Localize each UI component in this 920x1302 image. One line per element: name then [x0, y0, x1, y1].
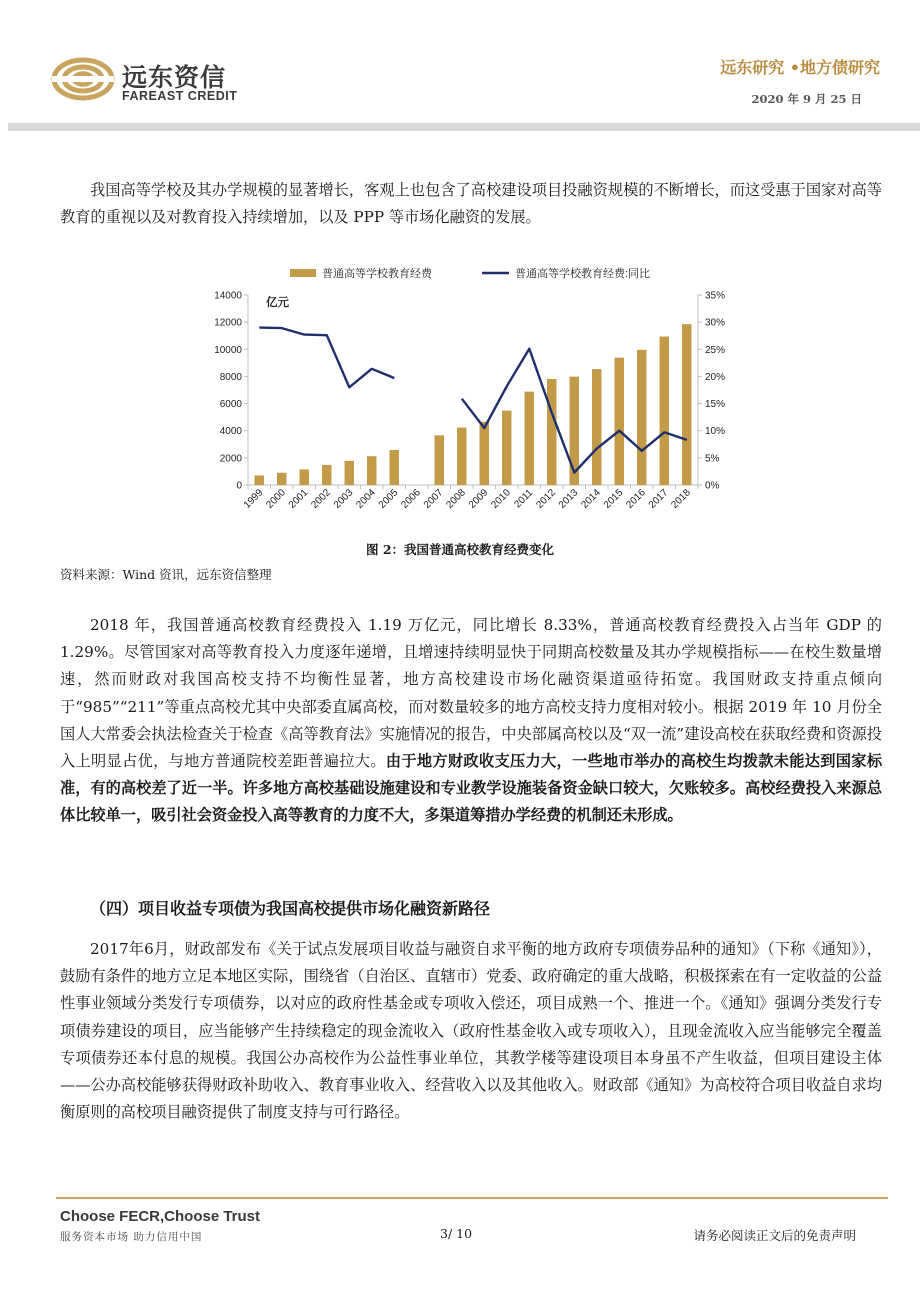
- logo-en-text: FAREAST CREDIT: [122, 89, 238, 103]
- bar: [345, 461, 354, 485]
- chart-svg: [214, 262, 752, 522]
- left-axis-unit-label: 亿元: [266, 297, 289, 309]
- x-tick-label: 2002: [309, 487, 333, 511]
- left-tick-label: 12000: [214, 317, 242, 329]
- bar: [367, 456, 376, 485]
- x-tick-label: 2004: [354, 487, 378, 511]
- bar: [300, 469, 309, 485]
- bar: [322, 465, 331, 485]
- x-tick-label: 2016: [624, 487, 648, 511]
- page-number: 3/ 10: [440, 1226, 473, 1241]
- header-divider: [8, 123, 920, 131]
- footer-disclaimer: 请务必阅读正文后的免责声明: [693, 1228, 856, 1243]
- figure-source: 资料来源：Wind 资讯，远东资信整理: [60, 567, 272, 582]
- section-title: （四）项目收益专项债为我国高校提供市场化融资新路径: [90, 899, 491, 918]
- body-paragraph-1-normal: 2018 年，我国普通高校教育经费投入 1.19 万亿元，同比增长 8.33%，普通高校教育经费投入占当年 GDP 的 1.29%。尽管国家对高等教育投入力度逐年递增，且增速持续明显快于同期高校数量及其办学规模指标——在校生数量增速，然而财政对我国高校支持不均衡性显著，地方高校建设市场化融资渠道亟待拓宽。我国财政支持重点倾向于“985”“211”等重点高校尤其中央部委直属高校，而对数量较多的地方高校支持力度相对较小。根据 2019 年 10 月份全国人大常委会执法检查关于检查《高等教育法》实施情况的报告，中央部属高校以及“双一流”建设高校在获取经费和资源投入上明显占优，与地方普通院校差距普遍拉大。: [60, 616, 882, 771]
- legend-bar-swatch: [290, 269, 316, 277]
- bar: [390, 450, 399, 485]
- line-series-segment: [259, 328, 394, 388]
- right-tick-label: 25%: [705, 344, 726, 356]
- fareast-logo-icon: [52, 56, 114, 102]
- x-tick-label: 2010: [489, 487, 513, 511]
- bar: [277, 473, 286, 485]
- right-tick-label: 30%: [705, 317, 726, 329]
- x-tick-label: 2012: [534, 487, 558, 511]
- body-paragraph-2: 2017年6月，财政部发布《关于试点发展项目收益与融资自求平衡的地方政府专项债券品种的通知》（下称《通知》），鼓励有条件的地方立足本地区实际，围绕省（自治区、直辖市）党委、政府确定的重大战略，积极探索在有一定收益的公益性事业领域分类发行专项债券，以对应的政府性基金或专项收入偿还，项目成熟一个、推进一个。《通知》强调分类发行专项债券建设的项目，应当能够产生持续稳定的现金流收入（政府性基金收入或专项收入），且现金流收入应当能够完全覆盖专项债券还本付息的规模。我国公办高校作为公益性事业单位，其教学楼等建设项目本身虽不产生收益，但项目建设主体——公办高校能够获得财政补助收入、教育事业收入、经营收入以及其他收入。财政部《通知》为高校符合项目收益自求均衡原则的高校项目融资提供了制度支持与可行路径。: [60, 940, 882, 1122]
- figure-caption: 图 2：我国普通高校教育经费变化: [365, 542, 555, 557]
- body-paragraph-1-bold: 由于地方财政收支压力大，一些地市举办的高校生均拨款未能达到国家标准，有的高校差了近一半。许多地方高校基础设施建设和专业教学设施装备资金缺口较大，欠账较多。高校经费投入来源总体比较单一，吸引社会资金投入高等教育的力度不大，多渠道筹措办学经费的机制还未形成。: [60, 752, 882, 825]
- bar: [547, 379, 556, 485]
- bar: [660, 337, 669, 485]
- body-paragraph-1: [60, 612, 882, 830]
- footer-slogan-en: Choose FECR,Choose Trust: [60, 1208, 261, 1225]
- x-tick-label: 2005: [376, 487, 401, 511]
- x-tick-label: 2015: [601, 487, 626, 511]
- x-tick-label: 2007: [421, 487, 446, 511]
- x-tick-label: 2003: [331, 487, 356, 511]
- right-tick-label: 20%: [705, 371, 726, 383]
- x-tick-label: 2011: [512, 487, 536, 511]
- right-tick-label: 5%: [705, 453, 720, 465]
- page-header: [0, 0, 920, 132]
- bar: [435, 435, 444, 485]
- bar: [502, 411, 511, 485]
- x-tick-label: 2000: [264, 487, 288, 511]
- bar: [682, 324, 691, 485]
- right-tick-label: 35%: [705, 290, 726, 302]
- x-tick-label: 2014: [579, 487, 603, 511]
- left-tick-label: 8000: [219, 371, 242, 383]
- right-tick-label: 0%: [705, 480, 720, 492]
- logo-cn-text: 远东资信: [122, 63, 227, 92]
- left-tick-label: 0: [236, 480, 242, 492]
- x-tick-label: 2018: [669, 487, 693, 511]
- report-series: 远东研究 •地方债研究: [720, 58, 880, 77]
- legend-bar-label: 普通高等学校教育经费: [322, 268, 432, 280]
- x-tick-label: 2017: [646, 487, 671, 511]
- x-tick-label: 2006: [399, 487, 423, 511]
- right-tick-label: 15%: [705, 399, 726, 411]
- left-tick-label: 4000: [219, 426, 242, 438]
- left-tick-label: 10000: [214, 344, 242, 356]
- left-tick-label: 6000: [219, 399, 242, 411]
- x-tick-label: 1999: [241, 487, 266, 511]
- x-tick-label: 2008: [444, 487, 468, 511]
- left-tick-label: 2000: [219, 453, 242, 465]
- left-tick-label: 14000: [214, 290, 242, 302]
- x-tick-label: 2009: [466, 487, 491, 511]
- x-tick-label: 2013: [556, 487, 581, 511]
- right-tick-label: 10%: [705, 426, 726, 438]
- bar: [637, 350, 646, 485]
- bar: [615, 358, 624, 485]
- bar: [525, 392, 534, 485]
- intro-paragraph: 我国高等学校及其办学规模的显著增长，客观上也包含了高校建设项目投融资规模的不断增长，而这受惠于国家对高等教育的重视以及对教育投入持续增加，以及 PPP 等市场化融资的发展。: [60, 181, 882, 227]
- x-tick-label: 2001: [286, 487, 311, 511]
- bar: [457, 428, 466, 485]
- footer-divider: [56, 1197, 888, 1199]
- footer-slogan-cn: 服务资本市场 助力信用中国: [60, 1231, 203, 1243]
- bar: [480, 422, 489, 485]
- bar: [255, 476, 264, 486]
- report-date: 2020 年 9 月 25 日: [751, 92, 862, 106]
- legend-line-label: 普通高等学校教育经费:同比: [515, 268, 651, 280]
- bar: [592, 369, 601, 485]
- education-funding-chart: [214, 262, 752, 522]
